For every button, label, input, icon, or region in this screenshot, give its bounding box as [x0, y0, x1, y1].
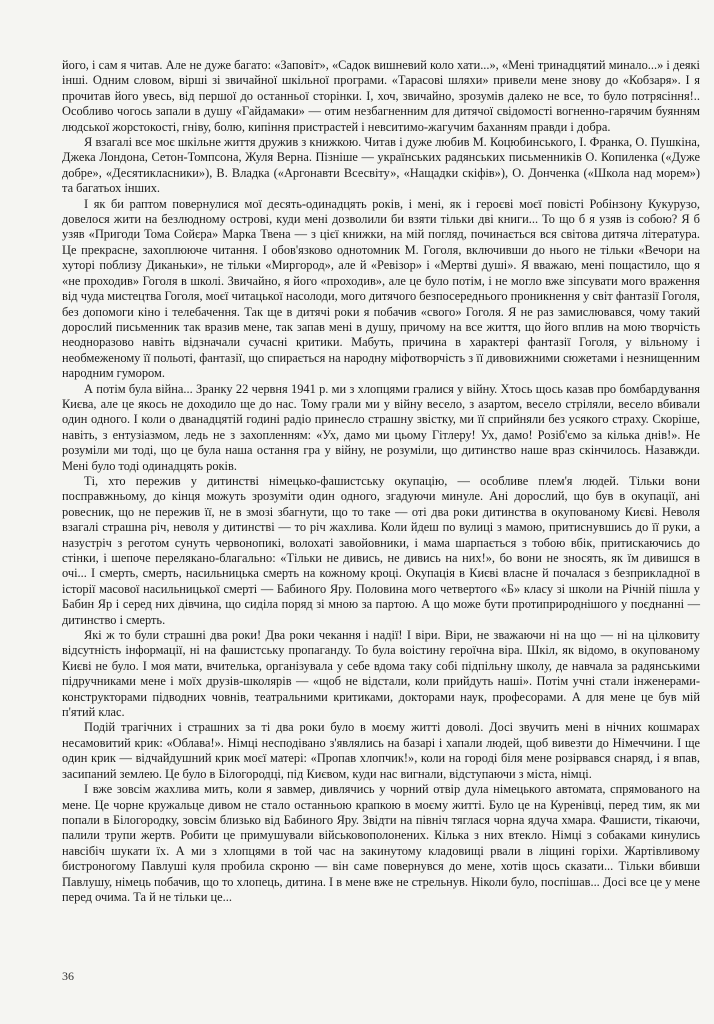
page-number: 36 [62, 969, 74, 983]
paragraph: його, і сам я читав. Але не дуже багато: «Заповіт», «Садок вишневий коло хати...», «Мені тринадцятий минало...» і деякі інші. Одним словом, вірші зі звичайної шкільної програми. «Тарасові шляхи» привели мене знову до «Кобзаря». І я прочитав його увесь, від першої до останньої сторінки. І, хоч, звичайно, зрозумів далеко не все, то було потрясіння!.. Особливо чогось запали в душу «Гайдамаки» — отим незбагненним для дитячої свідомості вогненно-гарячим буянням людської жорстокості, гніву, болю, кипіння пристрастей і невситимо-жагучим баханням правди і добра. [62, 58, 700, 134]
page-body [62, 58, 700, 905]
paragraph: І як би раптом повернулися мої десять-одинадцять років, і мені, як і героєві моєї повісті Робінзону Кукурузо, довелося жити на безлюдному острові, куди мені дозволили би взяти тільки дві книги... То що б я узяв із собою? Я б узяв «Пригоди Тома Сойєра» Марка Твена — з цієї книжки, на мій погляд, починається вся світова дитяча література. Це прекрасне, захоплююче читання. І обов'язково однотомник М. Гоголя, включивши до нього не тільки «Вечори на хуторі поблизу Диканьки», не тільки «Миргород», але й «Ревізор» і «Мертві душі». Я вважаю, мені пощастило, що я «не проходив» Гоголя в школі. Звичайно, я його «проходив», але це було потім, і не могло вже зіпсувати мого враження від чуда мистецтва Гоголя, моєї читацької насолоди, мого дитячого безпосереднього проникнення у світ фантазії Гоголя, без допомоги кіно і телебачення. Так ще в дитячі роки я побачив «свого» Гоголя. Я не раз замислювався, чому такий дорослий письменник так вразив мене, так запав мені в душу, причому на все життя, що його вплив на мою творчість неодноразово навіть відзначали сучасні критики. Мабуть, причина в характері фантазії Гоголя, у вільному і необмеженому її польоті, фантазії, що спирається на народну міфотворчість з її дивовижними сюжетами і незнищенним народним гумором. [62, 196, 700, 381]
paragraph: Подій трагічних і страшних за ті два роки було в моєму житті доволі. Досі звучить мені в нічних кошмарах несамовитий крик: «Облава!». Німці несподівано з'являлись на базарі і хапали людей, щоб вивезти до Німеччини. І ще один крик — відчайдушний крик моєї матері: «Пропав хлопчик!», коли на городі біля мене розірвався снаряд, і я впав, засипаний землею. Це було в Білогородці, під Києвом, куди нас вигнали, відступаючи з міста, німці. [62, 720, 700, 781]
paragraph: Які ж то були страшні два роки! Два роки чекання і надії! І віри. Віри, не зважаючи ні на що — ні на цілковиту відсутність інформації, ні на фашистську пропаганду. То була воістину героїчна віра. Шкіл, як відомо, в окупованому Києві не було. І моя мати, вчителька, організувала у себе вдома таку собі підпільну школу, де навчала за радянськими підручниками мене і моїх друзів-школярів — «щоб не відстали, коли прийдуть наші». Потім учні стали інженерами-конструкторами підводних човнів, театральними критиками, докторами наук, професорами. А для мене це був мій п'ятий клас. [62, 628, 700, 720]
paragraph: І вже зовсім жахлива мить, коли я завмер, дивлячись у чорний отвір дула німецького автомата, спрямованого на мене. Це чорне кружальце дивом не стало останньою крапкою в моєму житті. Було це на Куренівці, перед тим, як ми попали в Білогородку, зовсім близько від Бабиного Яру. Звідти на північ тяглася чорна ядуча хмара. Фашисти, тікаючи, палили трупи жертв. Робити це примушували військовополонених. Кілька з них втекло. Німці з собаками кинулись навсібіч шукати їх. А ми з хлопцями в той час на закинутому кладовищі рвали в ліщині горіхи. Жартівливому бистроногому Павлуші куля пробила скроню — він саме повернувся до мене, хотів щось сказати... Тільки вбивши Павлушу, німець побачив, що то хлопець, дитина. І в мене вже не стрельнув. Ніколи було, поспішав... Досі все це у мене перед очима. Та й не тільки це... [62, 782, 700, 904]
paragraph: А потім була війна... Зранку 22 червня 1941 р. ми з хлопцями гралися у війну. Хтось щось казав про бомбардування Києва, але це якось не доходило ще до нас. Тому грали ми у війну весело, з азартом, весело стріляли, весело вбивали один одного. І коли о дванадцятій годині радіо принесло страшну звістку, ми її сприйняли без усякого страху. Скоріше, навіть, з ентузіазмом, ледь не з захопленням: «Ух, дамо ми цьому Гітлеру! Ух, дамо! Розіб'ємо за кілька днів!». Не розуміли ми тоді, що це була наша остання гра у війну, не розуміли, що дитинство наше враз скінчилось. Назавжди. Мені було тоді одинадцять років. [62, 381, 700, 473]
paragraph: Я взагалі все моє шкільне життя дружив з книжкою. Читав і дуже любив М. Коцюбинського, І. Франка, О. Пушкіна, Джека Лондона, Сетон-Томпсона, Жуля Верна. Пізніше — українських радянських письменників О. Копиленка («Дуже добре», «Десятикласники»), В. Владка («Аргонавти Всесвіту», «Нащадки скіфів»), О. Донченка («Школа над морем») та багатьох інших. [62, 135, 700, 196]
paragraph: Ті, хто пережив у дитинстві німецько-фашистську окупацію, — особливе плем'я людей. Тільки вони посправжньому, до кінця можуть зрозуміти один одного, згадуючи минуле. Ані дорослий, що був в окупації, ані ровесник, що не пережив її, не в змозі збагнути, що то таке — оті два роки дитинства в окупованому Києві. Неволя взагалі страшна річ, неволя у дитинстві — то річ жахлива. Коли йдеш по вулиці з мамою, притиснувшись до її руки, а назустріч з реготом сунуть червонопикі, волохаті завойовники, і мама шарпається з тобою вбік, притискаючись до стінки, і шепоче перелякано-благально: «Тільки не дивись, не дивись на них!», бо вони не зносять, як їм дивишся в очі... І смерть, смерть, насильницька смерть на кожному кроці. Окупація в Києві власне й почалася з безприкладної в історії масової насильницької смерті — Бабиного Яру. Половина мого четвертого «Б» класу зі школи на Річній пішла у Бабин Яр і серед них дівчина, що сиділа поряд зі мною за партою. А що може бути протиприроднішого у поєднанні — дитинство і смерть. [62, 473, 700, 627]
